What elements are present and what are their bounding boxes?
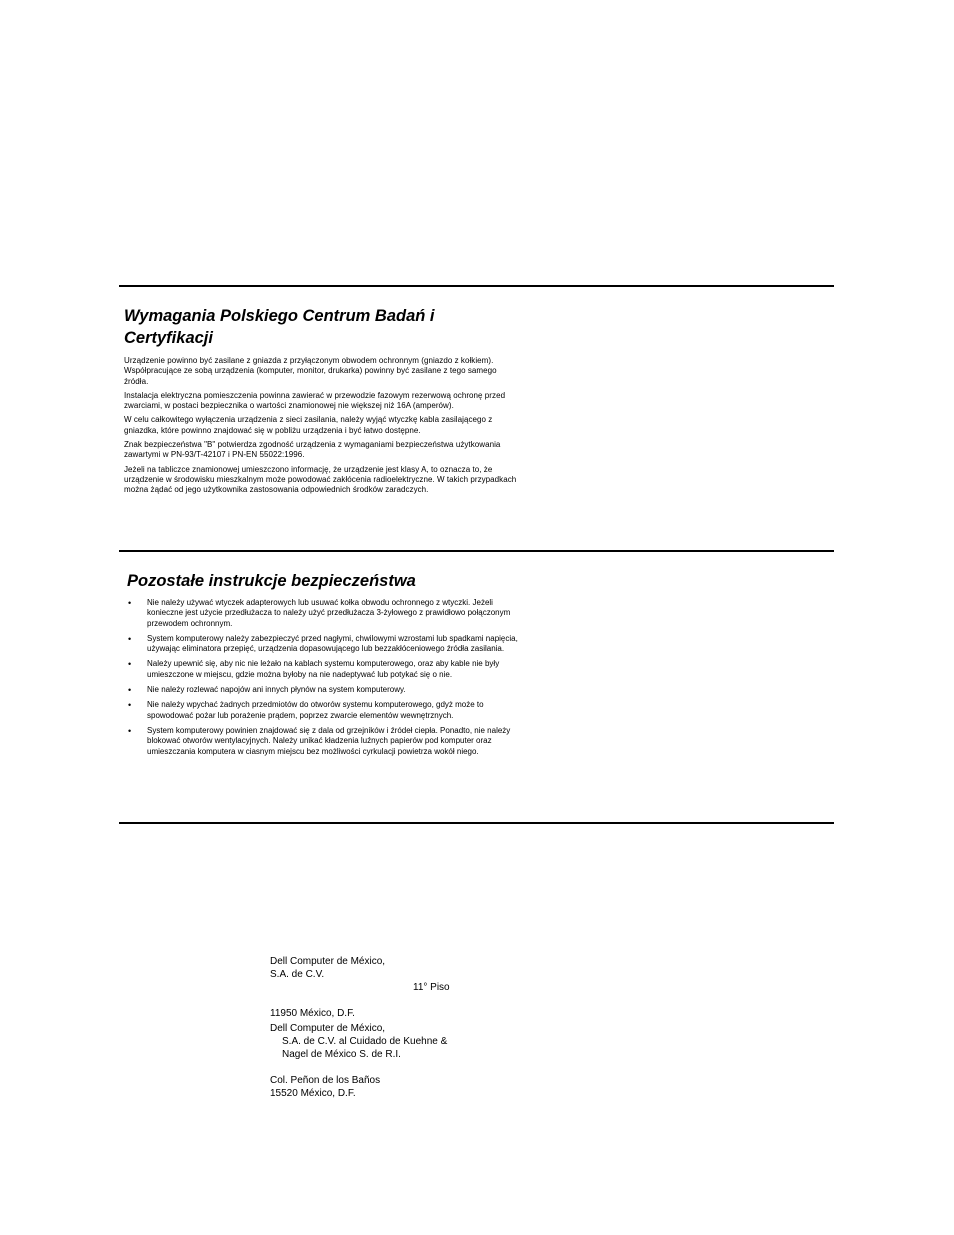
bullet-icon: • <box>128 700 132 711</box>
top-divider <box>119 285 834 287</box>
address-line: 15520 México, D.F. <box>270 1088 356 1099</box>
section-title-safety <box>127 570 547 592</box>
paragraph: Instalacja elektryczna pomieszczenia powinna zawierać w przewodzie fazowym rezerwową ochronę przed zwarciami, w postaci bezpiecznika o wartości znamionowej nie większej niż 16A (amperów). <box>124 390 506 411</box>
paragraph: W celu całkowitego wyłączenia urządzenia z sieci zasilania, należy wyjąć wtyczkę kabla zasilającego z gniazdka, które powinno znajdować się w pobliżu urządzenia i być łatwo dostępne. <box>124 415 493 435</box>
address-line: S.A. de C.V. al Cuidado de Kuehne & <box>282 1036 448 1047</box>
list-item-text: Nie należy używać wtyczek adapterowych lub usuwać kołka obwodu ochronnego z wtyczki. Jeżeli konieczne jest użycie przedłużacza to należy użyć przedłużacza 3-żyłowego z prawidłowo połączonym przewodem ochronnym. <box>147 598 511 628</box>
address-line: Col. Peñon de los Baños <box>270 1075 381 1086</box>
bullet-icon: • <box>128 725 132 736</box>
address-line: 11° Piso <box>413 982 450 993</box>
list-item <box>128 598 528 629</box>
bullet-icon: • <box>128 633 132 644</box>
list-item <box>128 700 528 721</box>
bullet-icon: • <box>128 685 132 696</box>
paragraph: Jeżeli na tabliczce znamionowej umieszczono informację, że urządzenie jest klasy A, to oznacza to, że urządzenie w środowisku mieszkalnym może powodować zakłócenia radioelektryczne. W takich przypadkach można żądać od jego użytkownika zastosowania odpowiednich środków zaradczych. <box>124 464 517 495</box>
section-title-line1: Wymagania Polskiego Centrum Badań i <box>124 307 435 325</box>
address-line: Dell Computer de México, <box>270 956 386 967</box>
list-item <box>128 726 528 757</box>
section-title-line2: Certyfikacji <box>124 329 213 347</box>
list-item-text: Należy upewnić się, aby nic nie leżało na kablach systemu komputerowego, oraz aby kable nie były umieszczone w miejscu, gdzie można byłoby na nie nadeptywać lub potykać się o nie. <box>147 659 500 679</box>
paragraph: Urządzenie powinno być zasilane z gniazda z przyłączonym obwodem ochronnym (gniazdo z kołkiem). Współpracujące ze sobą urządzenia (komputer, monitor, drukarka) powinny być zasilane z tego samego źródła. <box>124 356 497 386</box>
bottom-divider <box>119 822 834 824</box>
paragraph: Znak bezpieczeństwa "B" potwierdza zgodność urządzenia z wymaganiami bezpieczeństwa użytkowania zawartymi w PN-93/T-42107 i PN-EN 55022:1996. <box>124 440 501 460</box>
list-item <box>128 685 528 695</box>
list-item-text: System komputerowy powinien znajdować się z dala od grzejników i źródeł ciepła. Ponadto, nie należy blokować otworów wentylacyjnych. Należy unikać kładzenia luźnych papierów pod komputer oraz umieszczania komputera w ciasnym miejscu bez możliwości cyrkulacji powietrza wokół niego. <box>147 725 511 756</box>
list-item <box>128 659 528 680</box>
pcbc-requirements-text <box>124 356 519 500</box>
list-item <box>128 634 528 655</box>
bullet-icon: • <box>128 598 132 608</box>
section-title-text: Pozostałe instrukcje bezpieczeństwa <box>127 572 416 590</box>
list-item-text: Nie należy wpychać żadnych przedmiotów do otworów systemu komputerowego, gdyż może to spowodować pożar lub porażenie prądem, poprzez zwarcie elementów wewnętrznych. <box>147 700 484 720</box>
list-item-text: System komputerowy należy zabezpieczyć przed nagłymi, chwilowymi wzrostami lub spadkami napięcia, używając eliminatora przepięć, urządzenia dopasowującego lub bezzakłóceniowego źródła zasilania. <box>147 633 518 654</box>
safety-instructions-list <box>128 598 528 762</box>
bullet-icon: • <box>128 659 132 670</box>
address-line: S.A. de C.V. <box>270 969 325 980</box>
address-line: 11950 México, D.F. <box>270 1008 355 1019</box>
address-line: Nagel de México S. de R.I. <box>282 1049 401 1060</box>
middle-divider <box>119 550 834 552</box>
list-item-text: Nie należy rozlewać napojów ani innych płynów na system komputerowy. <box>147 685 406 695</box>
section-title-pcbc <box>124 305 544 349</box>
address-line: Dell Computer de México, <box>270 1023 386 1034</box>
